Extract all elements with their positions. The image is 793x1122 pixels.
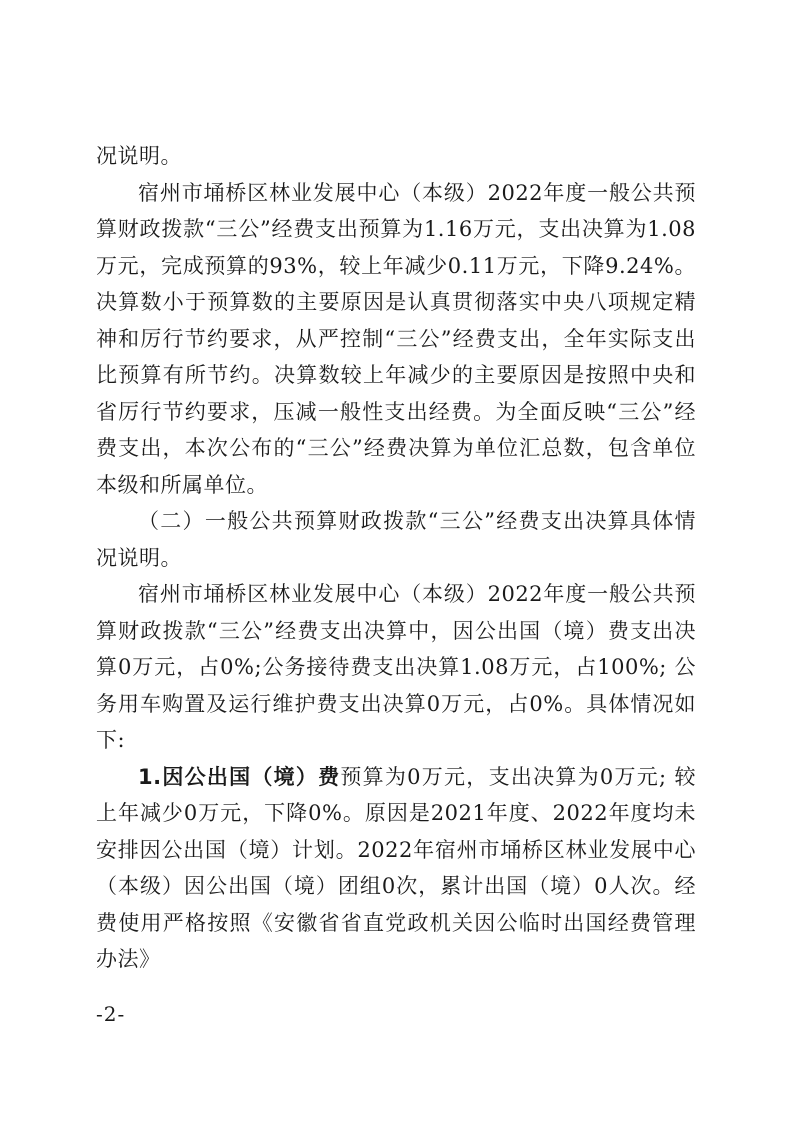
paragraph-summary: 宿州市埇桥区林业发展中心（本级）2022年度一般公共预算财政拨款“三公”经费支出预算为1.16万元，支出决算为1.08万元，完成预算的93%，较上年减少0.11万元，下降9.24%。决算数小于预算数的主要原因是认真贯彻落实中央八项规定精神和厉行节约要求，从严控制“三公”经费支出，全年实际支出比预算有所节约。决算数较上年减少的主要原因是按照中央和省厉行节约要求，压减一般性支出经费。为全面反映“三公”经费支出，本次公布的“三公”经费决算为单位汇总数，包含单位本级和所属单位。 [96, 180, 696, 497]
subheading-overseas: 1.因公出国（境）费 [138, 764, 341, 789]
paragraph-continuation: 况说明。 [96, 144, 182, 168]
paragraph-overseas-text: 预算为0万元，支出决算为0万元; 较上年减少0万元，下降0%。原因是2021年度、2022年度均未安排因公出国（境）计划。2022年宿州市埇桥区林业发展中心（本级）因公出国（境）团组0次，累计出国（境）0人次。经费使用严格按照《安徽省省直党政机关因公临时出国经费管理办法》 [96, 764, 696, 971]
document-body [96, 138, 696, 978]
section-heading-2: （二）一般公共预算财政拨款“三公”经费支出决算具体情况说明。 [96, 509, 696, 570]
paragraph-overseas [96, 759, 696, 978]
paragraph-breakdown: 宿州市埇桥区林业发展中心（本级）2022年度一般公共预算财政拨款“三公”经费支出决算中，因公出国（境）费支出决算0万元，占0%;公务接待费支出决算1.08万元，占100%; 公务用车购置及运行维护费支出决算0万元，占0%。具体情况如下: [96, 582, 696, 752]
page-number: -2- [96, 1002, 126, 1026]
